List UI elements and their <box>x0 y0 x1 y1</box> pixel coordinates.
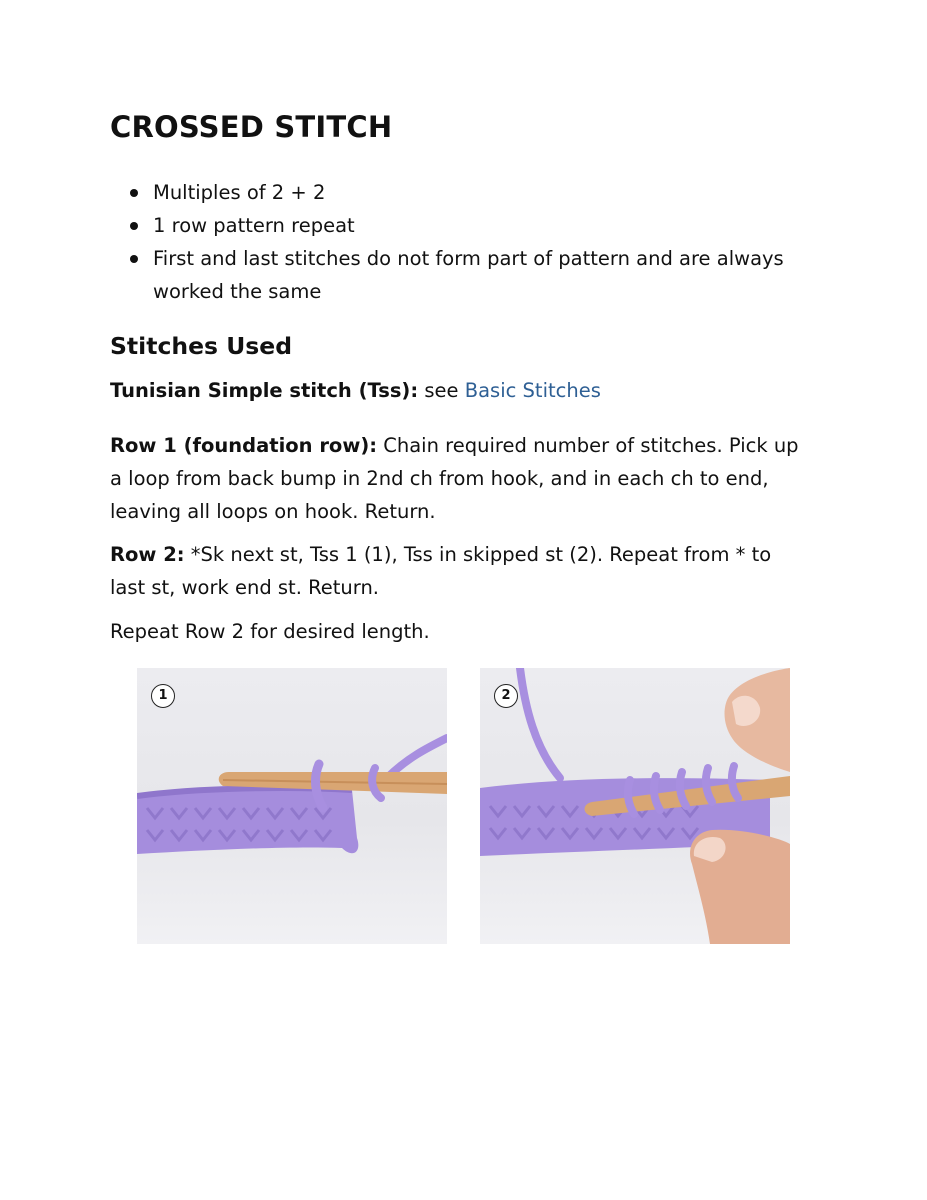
row-2-label: Row 2: <box>110 543 185 566</box>
stitch-text: see <box>418 379 465 402</box>
row-2-text: *Sk next st, Tss 1 (1), Tss in skipped st (2). Repeat from * to last st, work end st. Return. <box>110 543 772 599</box>
step-1-photo <box>137 668 447 944</box>
row-1-label: Row 1 (foundation row): <box>110 434 378 457</box>
row-2-instructions <box>110 538 810 604</box>
crochet-swatch-illustration <box>480 668 790 944</box>
crochet-swatch-illustration <box>137 668 447 944</box>
feature-list <box>110 176 833 308</box>
step-2-photo <box>480 668 790 944</box>
row-1-text: Chain required number of stitches. Pick up a loop from back bump in 2nd ch from hook, and in each ch to end, leaving all loops on hook. Return. <box>110 434 799 523</box>
basic-stitches-link[interactable]: Basic Stitches <box>464 379 601 402</box>
feature-item: First and last stitches do not form part of pattern and are always worked the same <box>153 242 833 308</box>
stitch-definition <box>110 374 810 407</box>
step-number-badge: 1 <box>151 684 175 708</box>
stitches-used-heading: Stitches Used <box>110 332 293 360</box>
row-1-instructions <box>110 429 810 528</box>
step-number-badge: 2 <box>494 684 518 708</box>
feature-item: 1 row pattern repeat <box>153 209 833 242</box>
stitch-label: Tunisian Simple stitch (Tss): <box>110 379 419 402</box>
repeat-instructions: Repeat Row 2 for desired length. <box>110 620 430 643</box>
page-title: CROSSED STITCH <box>110 110 393 144</box>
feature-item: Multiples of 2 + 2 <box>153 176 833 209</box>
